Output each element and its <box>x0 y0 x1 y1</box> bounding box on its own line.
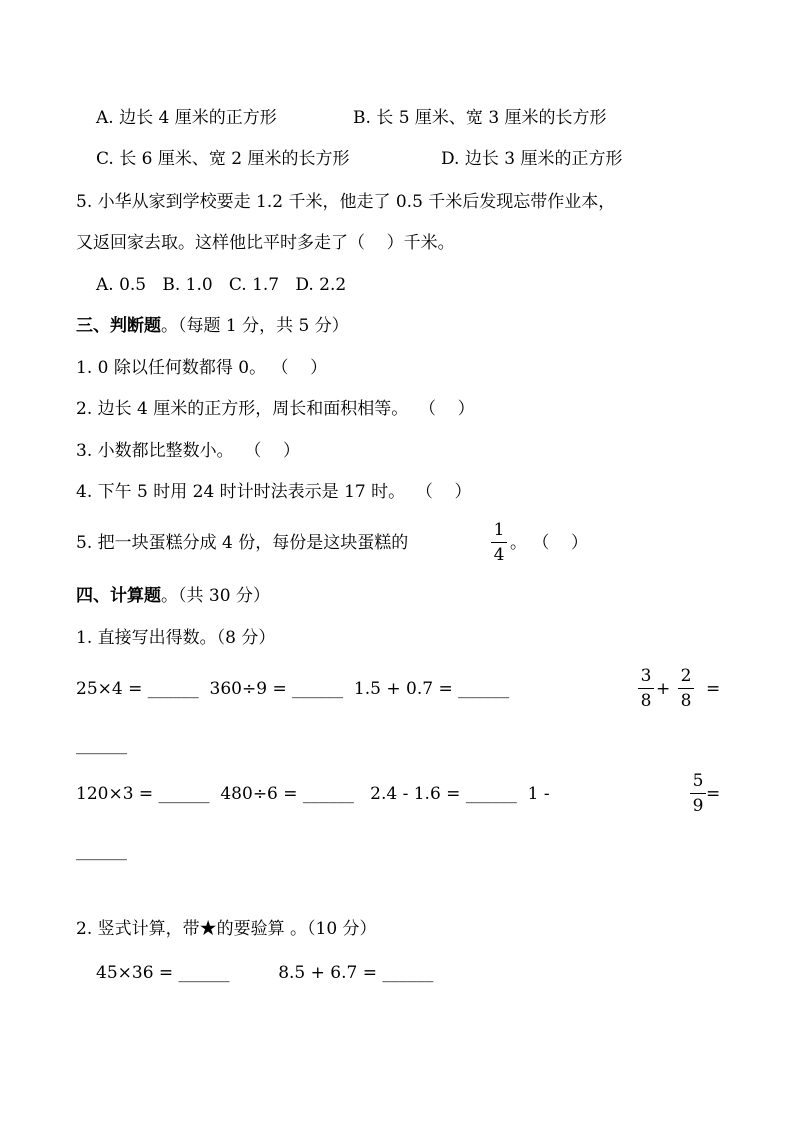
judge-item-4: 4. 下午 5 时用 24 时计时法表示是 17 时。 （ ） <box>76 482 472 502</box>
calc-row-2-answer-blank: ______ <box>76 841 127 861</box>
section3-title: 三、判断题 <box>76 316 161 336</box>
calc-row-2-equals: = <box>706 784 721 804</box>
fraction-bar <box>638 688 654 689</box>
calc-row-1-equals: = <box>706 679 721 699</box>
fraction-numerator: 5 <box>692 771 704 791</box>
fraction-bar <box>678 688 694 689</box>
calc-row-2-fraction <box>690 771 706 816</box>
judge-item-2: 2. 边长 4 厘米的正方形，周长和面积相等。 （ ） <box>76 399 475 419</box>
calc-row-1: 25×4 = ______ 360÷9 = ______ 1.5 + 0.7 = ______ <box>76 679 510 699</box>
judge-item-3: 3. 小数都比整数小。 （ ） <box>76 441 301 461</box>
fraction-numerator: 3 <box>640 666 652 686</box>
fraction-denominator: 9 <box>692 796 704 816</box>
calc-sub2-title: 2. 竖式计算，带★的要验算 。（10 分） <box>76 919 377 939</box>
section3-note: 。（每题 1 分，共 5 分） <box>161 316 349 336</box>
judge-item-1: 1. 0 除以任何数都得 0。 （ ） <box>76 358 328 378</box>
fraction-denominator: 8 <box>680 691 692 711</box>
calc-row-3: 45×36 = ______ 8.5 + 6.7 = ______ <box>96 963 434 983</box>
fraction-numerator: 1 <box>493 520 505 540</box>
section4-heading <box>76 585 270 607</box>
fraction-denominator: 8 <box>640 691 652 711</box>
fraction-bar <box>690 793 706 794</box>
calc-sub1-title: 1. 直接写出得数。（8 分） <box>76 628 276 648</box>
q4-option-a: A. 边长 4 厘米的正方形 <box>96 108 277 128</box>
calc-row-1-fraction-a <box>638 666 654 711</box>
calc-row-1-plus: + <box>656 679 671 699</box>
q5-line1: 5. 小华从家到学校要走 1.2 千米，他走了 0.5 千米后发现忘带作业本， <box>76 192 616 212</box>
judge-item-5-prefix: 5. 把一块蛋糕分成 4 份，每份是这块蛋糕的 <box>76 533 409 553</box>
q4-option-d: D. 边长 3 厘米的正方形 <box>441 149 623 169</box>
calc-row-2: 120×3 = ______ 480÷6 = ______ 2.4 - 1.6 = ______ 1 - <box>76 784 550 804</box>
judge-item-5-suffix: 。 （ ） <box>510 533 589 553</box>
q4-option-c: C. 长 6 厘米、宽 2 厘米的长方形 <box>96 149 350 169</box>
calc-row-1-fraction-b <box>678 666 694 711</box>
section4-title: 四、计算题 <box>76 586 161 606</box>
judge-item-5-fraction <box>491 520 507 565</box>
q5-line2: 又返回家去取。这样他比平时多走了（ ）千米。 <box>76 233 455 253</box>
section3-heading <box>76 315 349 337</box>
q5-options: A. 0.5 B. 1.0 C. 1.7 D. 2.2 <box>96 275 347 295</box>
q4-option-b: B. 长 5 厘米、宽 3 厘米的长方形 <box>353 108 607 128</box>
fraction-denominator: 4 <box>493 545 505 565</box>
fraction-numerator: 2 <box>680 666 692 686</box>
calc-row-1-answer-blank: ______ <box>76 735 127 755</box>
section4-note: 。（共 30 分） <box>161 586 270 606</box>
fraction-bar <box>491 542 507 543</box>
